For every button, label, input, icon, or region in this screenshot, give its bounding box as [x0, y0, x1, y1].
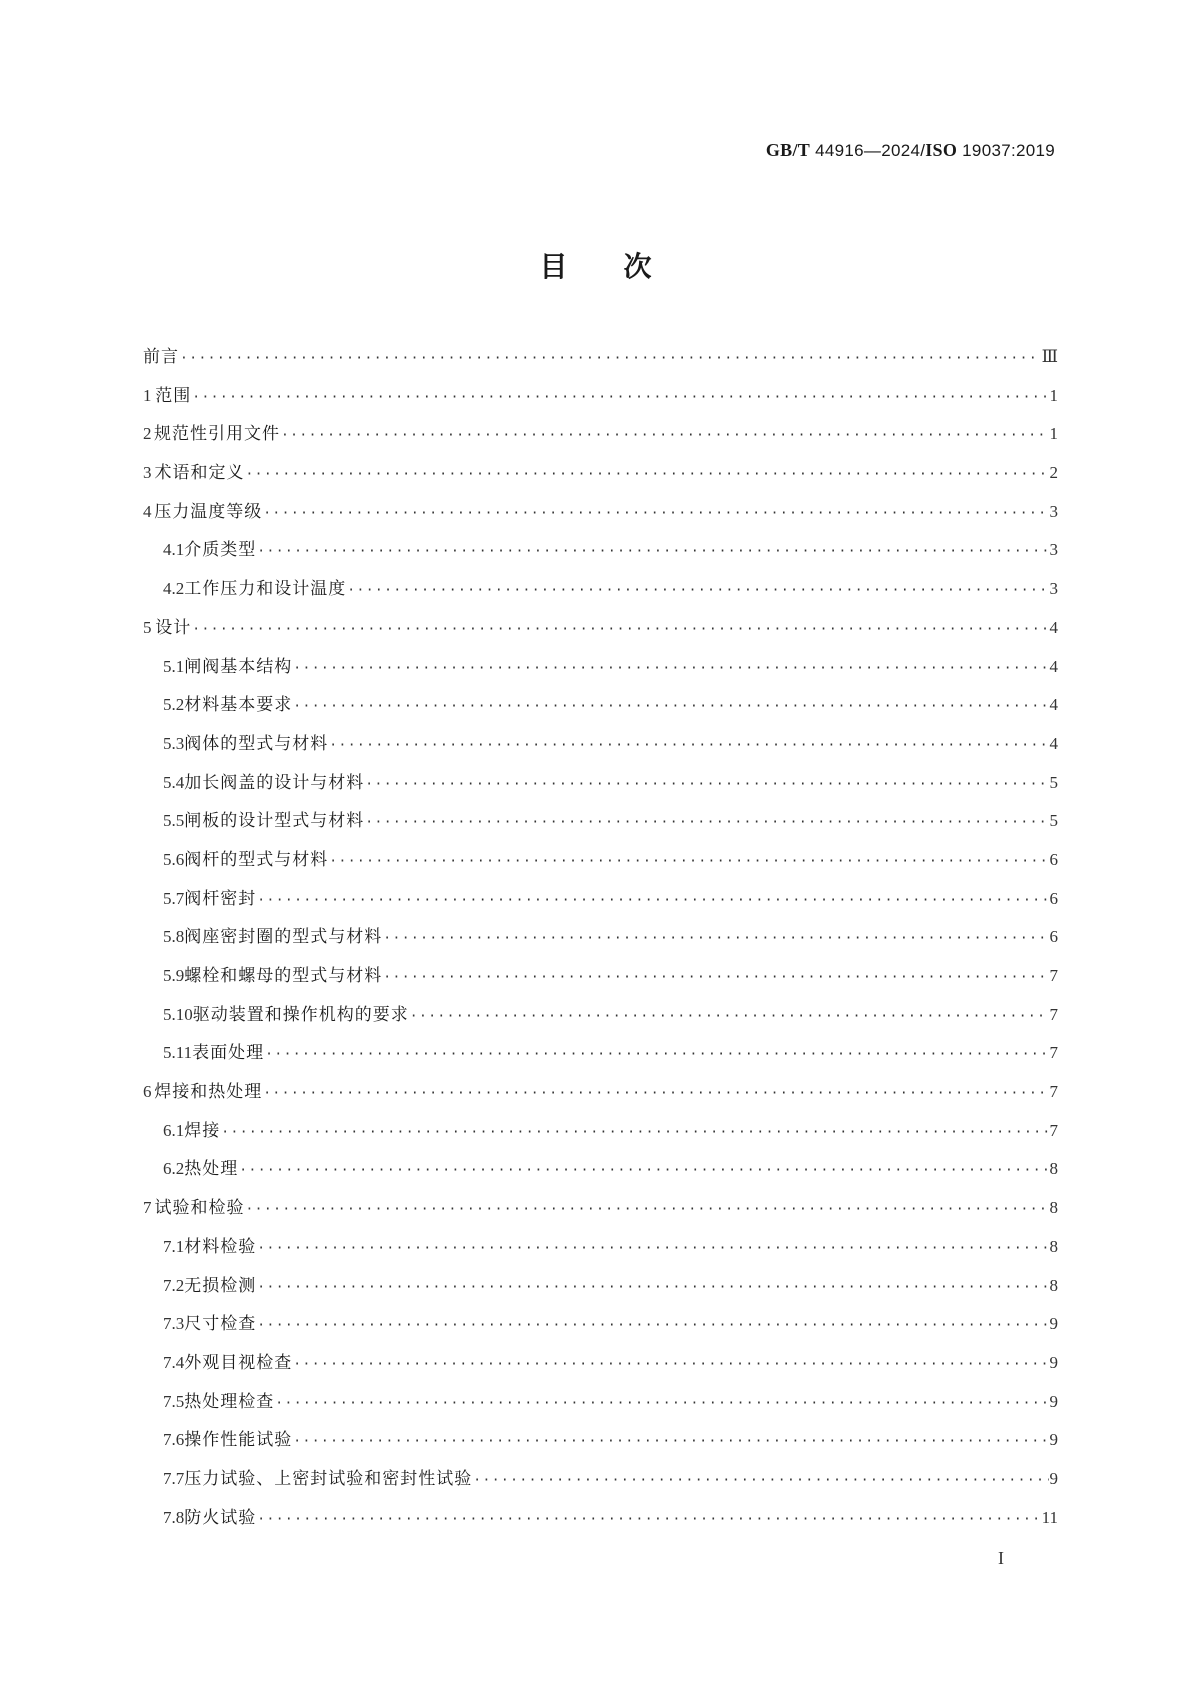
- toc-entry[interactable]: [143, 918, 1058, 957]
- toc-entry-number: 5.8: [163, 927, 185, 947]
- toc-entry[interactable]: [143, 493, 1058, 532]
- toc-entry[interactable]: [143, 1305, 1058, 1344]
- toc-entry-number: 6: [143, 1082, 152, 1102]
- toc-entry-number: 4: [143, 501, 152, 521]
- toc-entry-label: 阀体的型式与材料: [184, 733, 329, 754]
- toc-entry-label: 加长阀盖的设计与材料: [184, 772, 365, 793]
- toc-dot-leader: [257, 1230, 1048, 1269]
- toc-entry-label: 阀杆密封: [184, 888, 257, 909]
- toc-entry-label: 热处理检查: [184, 1391, 275, 1412]
- toc-entry-number: 7.6: [163, 1430, 185, 1450]
- toc-entry-number: 5.6: [163, 849, 185, 869]
- toc-dot-leader: [257, 1269, 1048, 1308]
- toc-entry[interactable]: [143, 415, 1058, 454]
- toc-entry-number: 6.1: [163, 1120, 185, 1140]
- toc-entry[interactable]: [143, 1499, 1058, 1538]
- standard-code: [766, 140, 1055, 161]
- toc-entry-label: 介质类型: [184, 540, 257, 561]
- toc-entry-label: 阀杆的型式与材料: [184, 849, 329, 870]
- toc-entry-label: 材料检验: [184, 1236, 257, 1257]
- toc-entry-number: 5.3: [163, 733, 185, 753]
- toc-entry-page: 7: [1049, 1120, 1058, 1140]
- toc-entry[interactable]: [143, 880, 1058, 919]
- toc-entry-label: 术语和定义: [154, 463, 245, 484]
- toc-entry[interactable]: [143, 996, 1058, 1035]
- toc-entry-number: 2: [143, 424, 152, 444]
- toc-dot-leader: [293, 1423, 1048, 1462]
- toc-entry-label: 焊接和热处理: [154, 1082, 263, 1103]
- toc-entry-page: 3: [1049, 540, 1058, 560]
- toc-entry-number: 7.1: [163, 1236, 185, 1256]
- toc-dot-leader: [239, 1152, 1048, 1191]
- table-of-contents: [143, 338, 1058, 1537]
- toc-entry-label: 试验和检验: [154, 1198, 245, 1219]
- toc-entry-number: 7: [143, 1198, 152, 1218]
- toc-entry-number: 3: [143, 463, 152, 483]
- toc-entry[interactable]: [143, 957, 1058, 996]
- toc-dot-leader: [257, 1307, 1048, 1346]
- toc-entry-label: 驱动装置和操作机构的要求: [192, 1004, 409, 1025]
- toc-entry-page: 3: [1049, 501, 1058, 521]
- toc-entry-number: 5.1: [163, 656, 185, 676]
- toc-entry[interactable]: [143, 1228, 1058, 1267]
- toc-dot-leader: [329, 843, 1048, 882]
- toc-entry-label: 尺寸检查: [184, 1314, 257, 1335]
- toc-entry-number: 5.4: [163, 772, 185, 792]
- toc-entry-number: 5.9: [163, 966, 185, 985]
- toc-entry-page: 5: [1049, 811, 1058, 831]
- toc-entry-page: 8: [1049, 1236, 1058, 1256]
- std-prefix: GB/T: [765, 140, 811, 160]
- toc-entry-label: 设计: [155, 617, 192, 638]
- toc-entry[interactable]: [143, 338, 1058, 377]
- toc-entry-page: 2: [1049, 463, 1058, 483]
- toc-entry-page: 8: [1049, 1159, 1058, 1179]
- toc-entry-page: 6: [1049, 927, 1058, 947]
- toc-entry-label: 压力试验、上密封试验和密封性试验: [184, 1468, 473, 1489]
- toc-dot-leader: [263, 1075, 1048, 1114]
- toc-entry[interactable]: [143, 1383, 1058, 1422]
- toc-dot-leader: [365, 804, 1048, 843]
- toc-entry[interactable]: [143, 648, 1058, 687]
- toc-dot-leader: [473, 1462, 1048, 1501]
- toc-entry-page: 9: [1049, 1352, 1058, 1372]
- toc-entry[interactable]: [143, 609, 1058, 648]
- toc-entry-page: 1: [1049, 385, 1058, 405]
- toc-entry[interactable]: [143, 1189, 1058, 1228]
- toc-dot-leader: [263, 495, 1048, 534]
- toc-entry[interactable]: [143, 1421, 1058, 1460]
- toc-dot-leader: [257, 1501, 1040, 1540]
- toc-entry-number: 7.2: [163, 1275, 185, 1295]
- toc-entry[interactable]: [143, 764, 1058, 803]
- toc-entry[interactable]: [143, 1460, 1058, 1499]
- toc-dot-leader: [257, 533, 1048, 572]
- toc-entry-number: 4.1: [163, 540, 185, 560]
- toc-entry-number: 5.2: [163, 695, 185, 715]
- toc-entry-label: 规范性引用文件: [153, 424, 280, 445]
- toc-entry-label: 前言: [143, 347, 179, 367]
- toc-dot-leader: [329, 727, 1048, 766]
- toc-entry-page: 6: [1049, 888, 1058, 908]
- toc-entry-number: 6.2: [163, 1159, 185, 1179]
- toc-entry-label: 操作性能试验: [184, 1430, 293, 1451]
- toc-entry-number: 7.4: [163, 1352, 185, 1372]
- toc-entry-page: 9: [1049, 1430, 1058, 1450]
- toc-entry[interactable]: [143, 1034, 1058, 1073]
- toc-entry-number: 7.7: [163, 1468, 185, 1488]
- toc-entry[interactable]: [143, 531, 1058, 570]
- toc-entry-label: 表面处理: [192, 1043, 265, 1064]
- toc-entry-page: 4: [1049, 656, 1058, 676]
- toc-entry-number: 1: [143, 385, 152, 405]
- toc-entry-page: 9: [1049, 1391, 1058, 1411]
- toc-entry-number: 7.8: [163, 1507, 185, 1527]
- toc-entry-page: Ⅲ: [1041, 347, 1058, 366]
- toc-entry-number: 5.10: [163, 1004, 193, 1024]
- toc-dot-leader: [410, 998, 1049, 1037]
- toc-entry-number: 5: [143, 617, 152, 637]
- toc-entry-number: 7.3: [163, 1314, 185, 1334]
- toc-entry-label: 外观目视检查: [184, 1352, 293, 1373]
- toc-dot-leader: [281, 417, 1049, 456]
- std-number: 44916—2024/: [810, 141, 926, 160]
- toc-entry-label: 范围: [155, 385, 192, 406]
- toc-entry[interactable]: [143, 841, 1058, 880]
- toc-entry-number: 5.7: [163, 888, 185, 908]
- toc-entry[interactable]: [143, 454, 1058, 493]
- toc-dot-leader: [383, 920, 1048, 959]
- toc-entry-number: 5.5: [163, 811, 185, 831]
- toc-entry-page: 6: [1049, 849, 1058, 869]
- toc-entry-label: 闸板的设计型式与材料: [184, 811, 365, 832]
- toc-dot-leader: [383, 959, 1048, 998]
- toc-entry[interactable]: [143, 686, 1058, 725]
- iso-prefix: ISO: [925, 140, 958, 160]
- toc-dot-leader: [192, 379, 1048, 418]
- toc-entry[interactable]: [143, 1267, 1058, 1306]
- toc-entry[interactable]: [143, 1344, 1058, 1383]
- toc-dot-leader: [221, 1114, 1048, 1153]
- toc-dot-leader: [293, 650, 1048, 689]
- toc-dot-leader: [192, 611, 1048, 650]
- toc-entry[interactable]: [143, 1150, 1058, 1189]
- toc-dot-leader: [245, 1191, 1048, 1230]
- iso-number: 19037:2019: [957, 141, 1055, 160]
- toc-entry[interactable]: [143, 1112, 1058, 1151]
- toc-entry-page: 3: [1049, 579, 1058, 599]
- toc-entry-page: 8: [1049, 1275, 1058, 1295]
- toc-entry-label: 焊接: [184, 1120, 221, 1141]
- toc-entry-page: 7: [1049, 1043, 1058, 1063]
- toc-entry-page: 7: [1049, 1082, 1058, 1102]
- toc-dot-leader: [180, 340, 1041, 379]
- toc-entry-label: 热处理: [184, 1159, 239, 1180]
- toc-dot-leader: [265, 1036, 1048, 1075]
- toc-entry[interactable]: [143, 725, 1058, 764]
- toc-entry[interactable]: [143, 377, 1058, 416]
- toc-dot-leader: [347, 572, 1048, 611]
- toc-entry-page: 9: [1049, 1314, 1058, 1334]
- toc-entry-label: 螺栓和螺母的型式与材料: [184, 966, 383, 986]
- toc-dot-leader: [293, 688, 1048, 727]
- page-title: 目次: [539, 250, 708, 283]
- toc-entry-page: 4: [1049, 617, 1058, 637]
- toc-entry-page: 1: [1049, 424, 1058, 444]
- toc-dot-leader: [293, 1346, 1048, 1385]
- toc-entry-page: 11: [1041, 1507, 1058, 1527]
- toc-entry-number: 4.2: [163, 579, 185, 599]
- toc-entry-page: 9: [1049, 1468, 1058, 1488]
- toc-entry-label: 防火试验: [184, 1507, 257, 1528]
- toc-entry-label: 闸阀基本结构: [184, 656, 293, 677]
- toc-entry-page: 5: [1049, 772, 1058, 792]
- toc-entry-page: 4: [1049, 733, 1058, 753]
- toc-entry-page: 4: [1049, 695, 1058, 715]
- toc-entry-number: 7.5: [163, 1391, 185, 1411]
- toc-entry-label: 材料基本要求: [184, 695, 293, 716]
- toc-entry-label: 无损检测: [184, 1275, 257, 1296]
- toc-dot-leader: [365, 766, 1048, 805]
- toc-dot-leader: [275, 1385, 1048, 1424]
- page-number: I: [998, 1548, 1004, 1568]
- toc-entry[interactable]: [143, 802, 1058, 841]
- toc-entry-label: 压力温度等级: [154, 501, 263, 522]
- toc-entry[interactable]: [143, 570, 1058, 609]
- toc-dot-leader: [245, 456, 1048, 495]
- toc-entry-number: 5.11: [163, 1043, 193, 1063]
- toc-entry-label: 阀座密封圈的型式与材料: [184, 927, 383, 948]
- toc-dot-leader: [257, 882, 1048, 921]
- toc-entry-label: 工作压力和设计温度: [184, 579, 347, 600]
- toc-entry-page: 7: [1049, 1004, 1058, 1024]
- toc-entry[interactable]: [143, 1073, 1058, 1112]
- toc-entry-page: 7: [1049, 966, 1058, 985]
- toc-entry-page: 8: [1049, 1198, 1058, 1218]
